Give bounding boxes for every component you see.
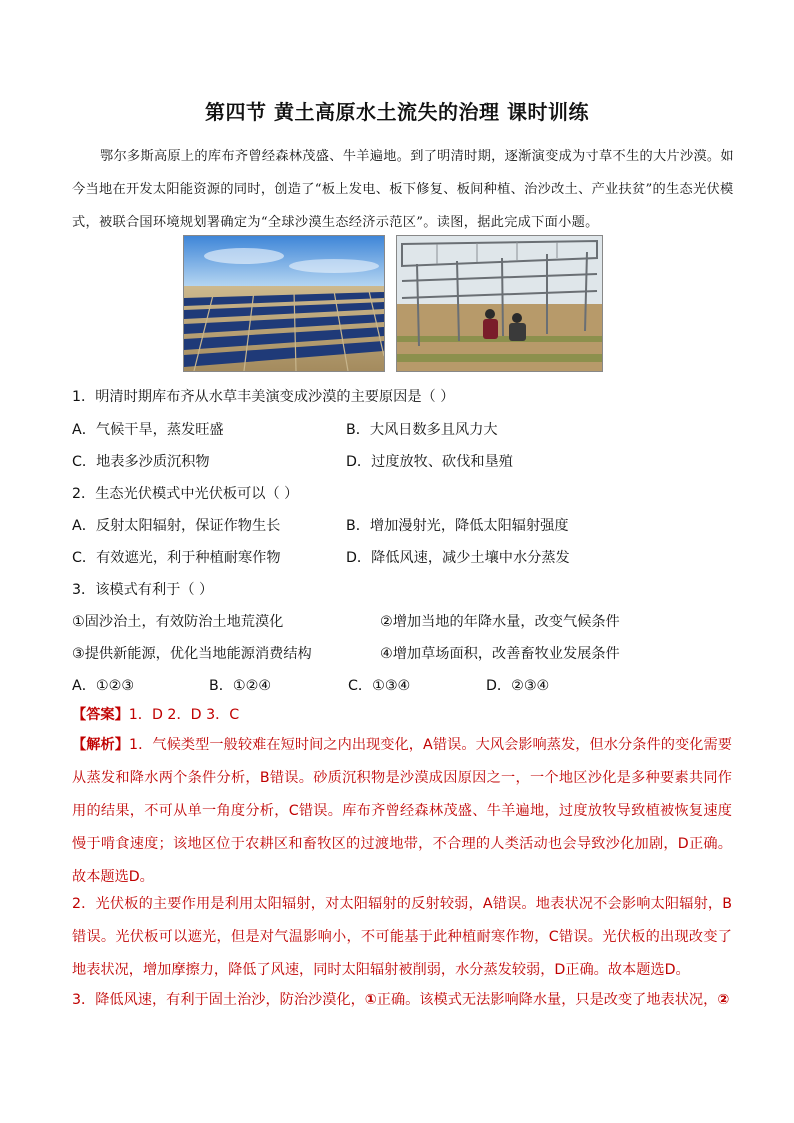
analysis-paragraph-2: 2．光伏板的主要作用是利用太阳辐射，对太阳辐射的反射较弱，A错误。地表状况不会影响太阳辐射，B错误。光伏板可以遮光，但是对气温影响小，不可能基于此种植耐寒作物，C错误。光伏板的出现改变了地表状况，增加摩擦力，降低了风速，同时太阳辐射被削弱，水分蒸发较弱，D正确。故本题选D。 [72, 896, 732, 978]
agrivoltaic-field-photo [396, 235, 603, 372]
question-3-option-a: A．①②③ [72, 678, 135, 694]
question-1-option-a: A．气候干旱，蒸发旺盛 [72, 422, 224, 438]
page-title: 第四节 黄土高原水土流失的治理 课时训练 [205, 100, 589, 124]
answer-line [72, 704, 239, 724]
question-3-statement-3: ③提供新能源，优化当地能源消费结构 [72, 646, 312, 662]
solar-farm-photo [183, 235, 385, 372]
analysis-text-3a: 3．降低风速，有利于固土治沙，防治沙漠化， [72, 992, 365, 1008]
question-1-stem: 1．明清时期库布齐从水草丰美演变成沙漠的主要原因是（ ） [72, 389, 455, 405]
analysis-text-1: 1．气候类型一般较难在短时间之内出现变化，A错误。大风会影响蒸发，但水分条件的变化需要从蒸发和降水两个条件分析，B错误。砂质沉积物是沙漠成因原因之一，一个地区沙化是多种要素共同作用的结果，不可从单一角度分析，C错误。库布齐曾经森林茂盛、牛羊遍地，过度放牧导致植被恢复速度慢于啃食速度；该地区位于农耕区和畜牧区的过渡地带，不合理的人类活动也会导致沙化加剧，D正确。故本题选D。 [72, 737, 732, 885]
question-1-option-d: D．过度放牧、砍伐和垦殖 [346, 454, 513, 470]
question-1-option-c: C．地表多沙质沉积物 [72, 454, 210, 470]
question-2-option-d: D．降低风速，减少土壤中水分蒸发 [346, 550, 570, 566]
analysis-text-3b: 正确。该模式无法影响降水量，只是改变了地表状况， [376, 992, 718, 1008]
intro-paragraph: 鄂尔多斯高原上的库布齐曾经森林茂盛、牛羊遍地。到了明清时期，逐渐演变成为寸草不生的大片沙漠。如今当地在开发太阳能资源的同时，创造了“板上发电、板下修复、板间种植、治沙改土、产业扶贫”的生态光伏模式，被联合国环境规划署确定为“全球沙漠生态经济示范区”。读图，据此完成下面小题。 [72, 149, 734, 230]
answer-label: 【答案】 [72, 707, 129, 723]
question-3-statement-4: ④增加草场面积，改善畜牧业发展条件 [380, 646, 620, 662]
analysis-label: 【解析】 [72, 737, 129, 753]
question-3-option-c: C．①③④ [348, 678, 411, 694]
question-3-option-d: D．②③④ [486, 678, 550, 694]
question-3-statement-1: ①固沙治土，有效防治土地荒漠化 [72, 614, 284, 630]
analysis-circle-2: ② [717, 992, 730, 1008]
question-3-stem: 3．该模式有利于（ ） [72, 582, 214, 598]
question-2-stem: 2．生态光伏模式中光伏板可以（ ） [72, 486, 299, 502]
analysis-paragraph-1 [72, 729, 732, 894]
question-1-option-b: B．大风日数多且风力大 [346, 422, 498, 438]
analysis-paragraph-3 [72, 984, 732, 1017]
answer-text: 1．D 2．D 3．C [128, 707, 240, 723]
question-3-option-b: B．①②④ [209, 678, 272, 694]
question-3-statement-2: ②增加当地的年降水量，改变气候条件 [380, 614, 620, 630]
question-2-option-a: A．反射太阳辐射，保证作物生长 [72, 518, 281, 534]
analysis-circle-1: ① [364, 992, 377, 1008]
question-2-option-c: C．有效遮光，利于种植耐寒作物 [72, 550, 281, 566]
question-2-option-b: B．增加漫射光，降低太阳辐射强度 [346, 518, 569, 534]
